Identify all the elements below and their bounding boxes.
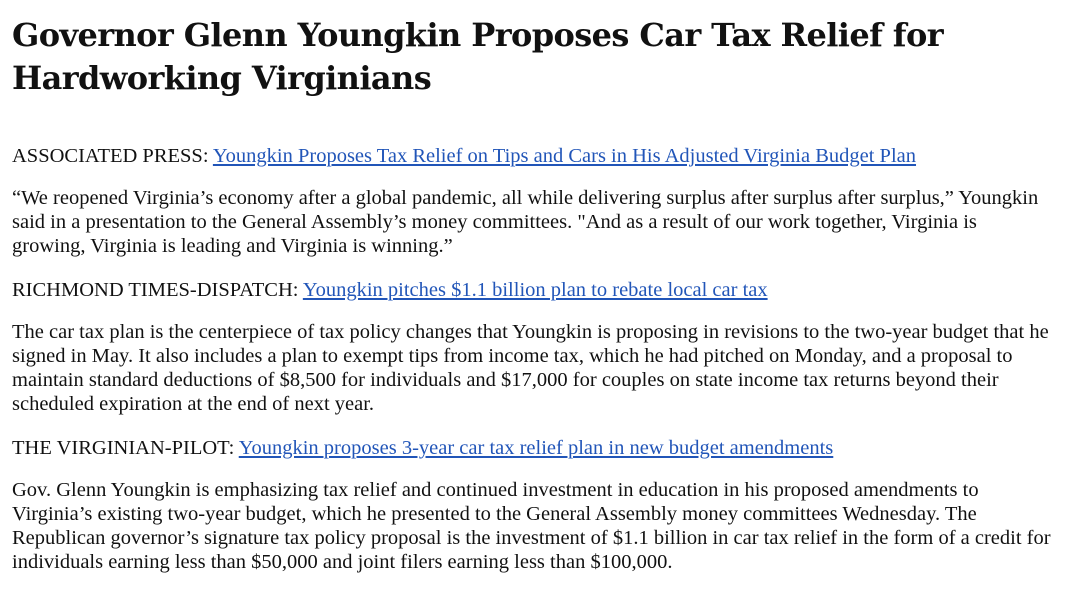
excerpt-richmond-times-dispatch: The car tax plan is the centerpiece of tax policy changes that Youngkin is proposing in revisions to the two-year budget that he signed in May. It also includes a plan to exempt tips from income tax, which he had pitched on Monday, and a proposal to maintain standard deductions of $8,500 for individuals and $17,000 for couples on state income tax returns beyond their scheduled expiration at the end of next year. bbox=[12, 321, 1049, 415]
source-line-virginian-pilot bbox=[12, 436, 1052, 460]
article-link-associated-press[interactable]: Youngkin Proposes Tax Relief on Tips and Cars in His Adjusted Virginia Budget Plan bbox=[212, 145, 917, 167]
outlet-name: RICHMOND TIMES-DISPATCH: bbox=[12, 279, 303, 301]
article-link-richmond-times-dispatch[interactable]: Youngkin pitches $1.1 billion plan to rebate local car tax bbox=[302, 279, 768, 301]
source-line-richmond-times-dispatch bbox=[12, 278, 1052, 302]
article-link-virginian-pilot[interactable]: Youngkin proposes 3-year car tax relief plan in new budget amendments bbox=[238, 437, 834, 459]
outlet-name: ASSOCIATED PRESS: bbox=[12, 145, 213, 167]
excerpt-associated-press: “We reopened Virginia’s economy after a global pandemic, all while delivering surplus after surplus after surplus,” Youngkin said in a presentation to the General Assembly’s money committees. "And as a result of our work together, Virginia is growing, Virginia is leading and Virginia is winning.” bbox=[12, 187, 1039, 257]
article-title: Governor Glenn Youngkin Proposes Car Tax Relief for Hardworking Virginians bbox=[12, 16, 943, 97]
outlet-name: THE VIRGINIAN-PILOT: bbox=[12, 437, 239, 459]
excerpt-virginian-pilot: Gov. Glenn Youngkin is emphasizing tax relief and continued investment in education in his proposed amendments to Virginia’s existing two-year budget, which he presented to the General Assembly money committees Wednesday. The Republican governor’s signature tax policy proposal is the investment of $1.1 billion in car tax relief in the form of a credit for individuals earning less than $50,000 and joint filers earning less than $100,000. bbox=[12, 479, 1051, 573]
source-line-associated-press bbox=[12, 144, 1052, 168]
